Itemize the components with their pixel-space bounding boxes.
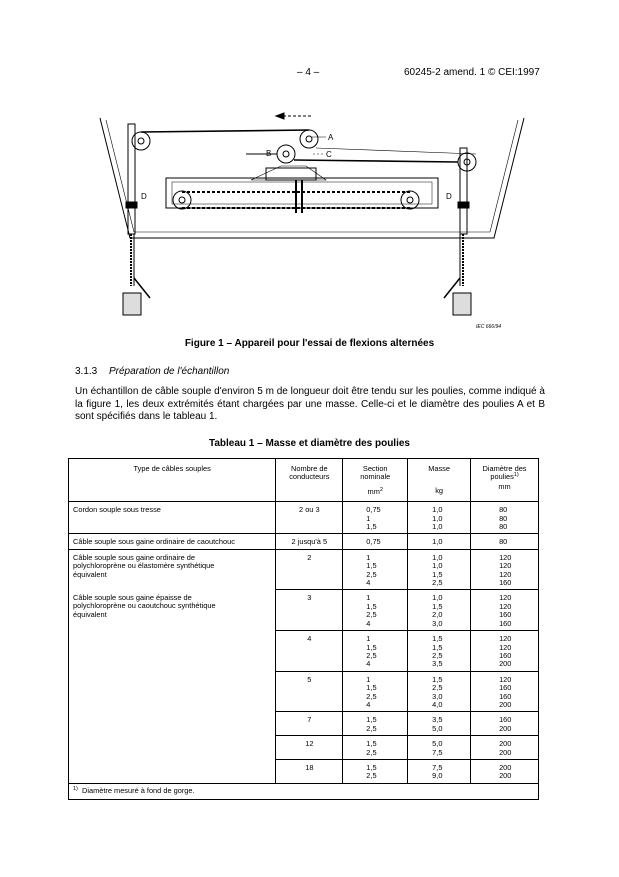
diameter-cell: 80 80 80	[471, 502, 539, 534]
section-cell: 1 1,5 2,5 4	[343, 671, 408, 712]
section-cell: 1,5 2,5	[343, 759, 408, 783]
page-number: – 4 –	[297, 67, 320, 78]
figure-credit: IEC 666/94	[476, 324, 502, 330]
table-row	[69, 549, 539, 590]
section-heading	[75, 366, 229, 377]
header-section: Section nominale $mm^2$	[343, 459, 408, 502]
weight-right	[453, 293, 471, 315]
right-post	[460, 148, 467, 234]
mass-cell: 3,5 5,0	[408, 712, 471, 736]
mass-cell: 1,0 1,0 1,0	[408, 502, 471, 534]
mass-cell: 1,5 1,5 2,5 3,5	[408, 631, 471, 672]
conductors-cell: 3	[276, 590, 343, 631]
mass-cell: 7,5 9,0	[408, 759, 471, 783]
table-header-row	[69, 459, 539, 502]
sprocket-right	[401, 191, 419, 209]
diameter-cell: 200 200	[471, 736, 539, 760]
cable-lower	[294, 160, 458, 162]
figure-caption: Figure 1 – Appareil pour l'essai de flexions alternées	[184, 338, 435, 349]
label-d-left: D	[141, 192, 147, 201]
conductors-cell: 18	[276, 759, 343, 783]
conductors-cell: 2	[276, 549, 343, 590]
label-d-right: D	[446, 192, 452, 201]
section-cell: 1 1,5 2,5 4	[343, 590, 408, 631]
section-cell: 1,5 2,5	[343, 712, 408, 736]
pulley-table	[68, 458, 539, 800]
table-footnote-row	[69, 783, 539, 799]
section-title: Préparation de l'échantillon	[109, 366, 230, 377]
table-row	[69, 534, 539, 549]
conductors-cell: 4	[276, 631, 343, 672]
section-cell: 1 1,5 2,5 4	[343, 549, 408, 590]
table-row	[69, 590, 539, 631]
label-b: B	[266, 149, 272, 158]
section-cell: 0,75 1 1,5	[343, 502, 408, 534]
diameter-cell: 120 120 120 160	[471, 549, 539, 590]
diameter-cell: 80	[471, 534, 539, 549]
diameter-cell: 120 120 160 160	[471, 590, 539, 631]
pulley-a	[300, 130, 318, 148]
diameter-cell: 160 200	[471, 712, 539, 736]
conductors-cell: 5	[276, 671, 343, 712]
diameter-cell: 120 120 160 200	[471, 631, 539, 672]
type-cell: Cordon souple sous tresse	[69, 502, 276, 534]
header-conductors: Nombre de conducteurs	[276, 459, 343, 502]
header-mass: Masse kg	[408, 459, 471, 502]
mass-cell: 1,0 1,5 2,0 3,0	[408, 590, 471, 631]
conductors-cell: 12	[276, 736, 343, 760]
mass-cell: 1,0	[408, 534, 471, 549]
body-paragraph: Un échantillon de câble souple d'environ 5 m de longueur doit être tendu sur les poulies, comme indiqué à la figure 1, les deux extrémités étant chargées par une masse. Celle-ci et le diamètre des poulies A et B sont spécifiés dans le tableau 1.	[75, 386, 545, 422]
apparatus-figure	[96, 108, 526, 330]
left-post	[128, 124, 135, 234]
diameter-cell: 200 200	[471, 759, 539, 783]
section-cell: 1 1,5 2,5 4	[343, 631, 408, 672]
type-cell: Câble souple sous gaine ordinaire de polychloroprène ou élastomère synthétique équivalent	[69, 549, 276, 590]
pulley-b	[277, 145, 295, 163]
label-c: C	[326, 150, 332, 159]
weight-left	[123, 293, 141, 315]
mass-cell: 1,5 2,5 3,0 4,0	[408, 671, 471, 712]
table-caption: Tableau 1 – Masse et diamètre des poulies	[208, 438, 410, 449]
diameter-cell: 120 160 160 200	[471, 671, 539, 712]
type-cell: Câble souple sous gaine ordinaire de caoutchouc	[69, 534, 276, 549]
section-number: 3.1.3	[75, 366, 98, 377]
section-cell: 1,5 2,5	[343, 736, 408, 760]
header-diameter: Diamètre des poulies$^{1)}$ mm	[471, 459, 539, 502]
table-footnote: $^{1)}$ Diamètre mesuré à fond de gorge.	[69, 783, 539, 799]
document-reference: 60245-2 amend. 1 © CEI:1997	[404, 67, 540, 78]
cable-top	[141, 130, 309, 132]
table-row	[69, 502, 539, 534]
type-cell: Câble souple sous gaine épaisse de polychloroprène ou caoutchouc synthétique équivalent	[69, 590, 276, 783]
header-type: Type de câbles souples	[69, 459, 276, 502]
conductors-cell: 7	[276, 712, 343, 736]
label-a: A	[328, 133, 334, 142]
sprocket-left	[173, 191, 191, 209]
section-cell: 0,75	[343, 534, 408, 549]
mass-cell: 1,0 1,0 1,5 2,5	[408, 549, 471, 590]
conductors-cell: 2 jusqu'à 5	[276, 534, 343, 549]
conductors-cell: 2 ou 3	[276, 502, 343, 534]
mass-cell: 5,0 7,5	[408, 736, 471, 760]
